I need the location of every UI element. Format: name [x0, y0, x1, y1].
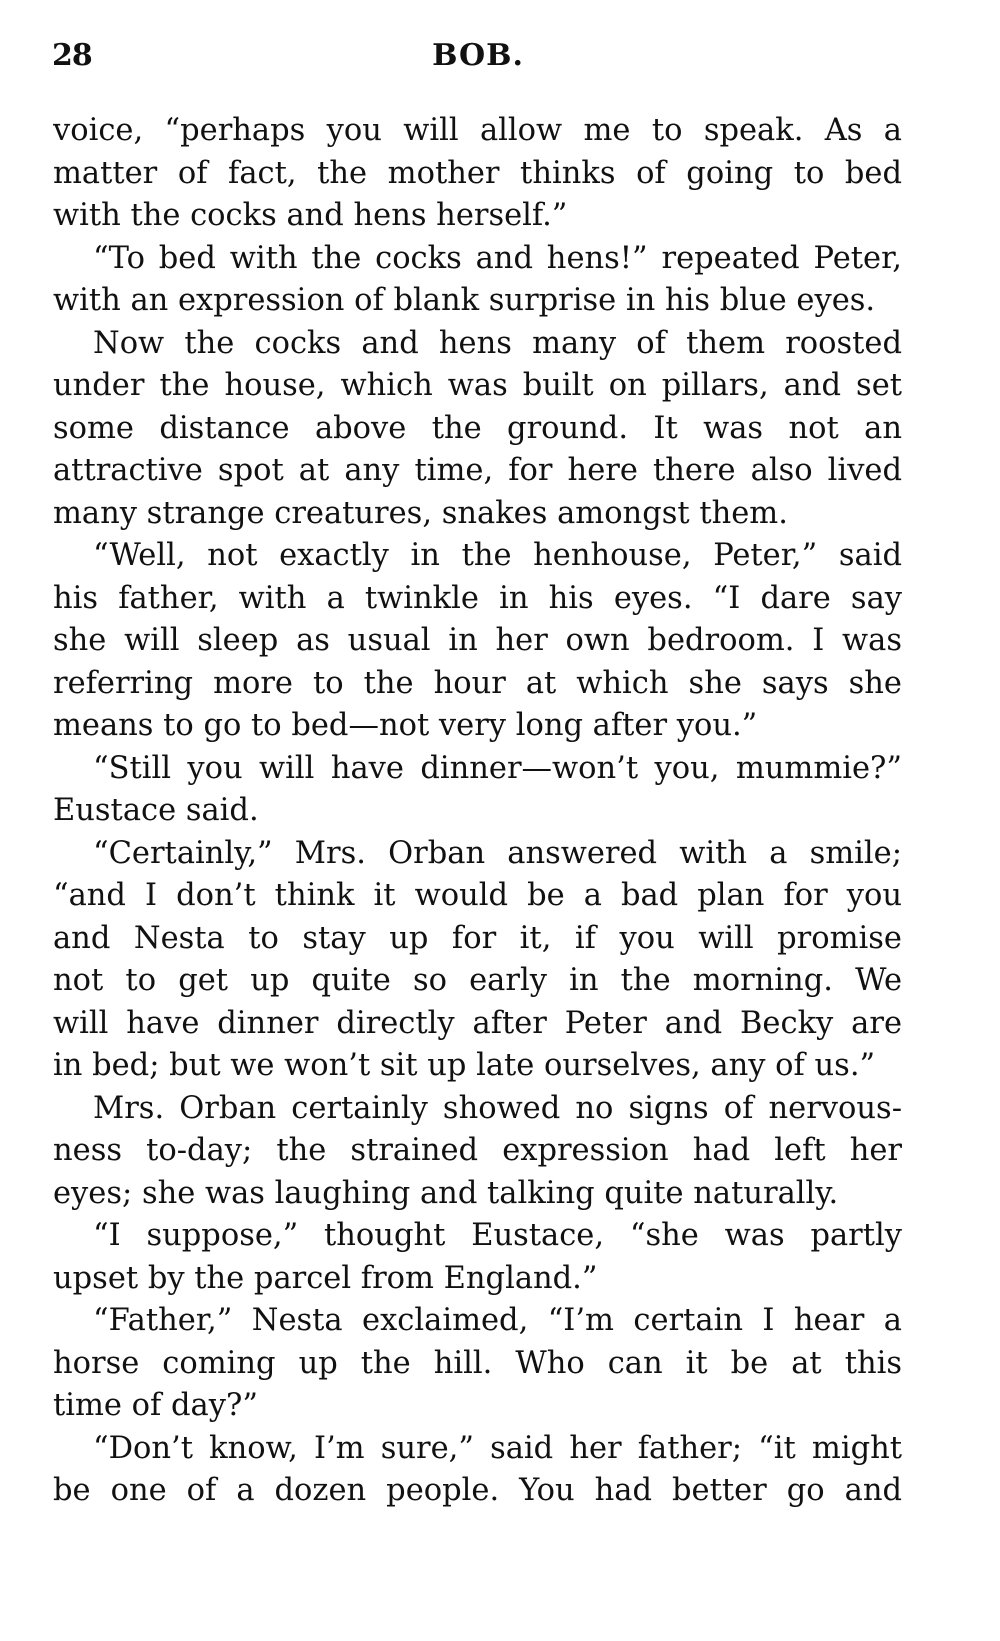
text-line: his father, with a twinkle in his eyes. “I dare say: [53, 580, 902, 616]
text-line: and Nesta to stay up for it, if you will promise: [53, 920, 902, 956]
text-line: voice, “perhaps you will allow me to speak. As a: [53, 113, 902, 148]
text-line: matter of fact, the mother thinks of going to bed: [53, 155, 902, 191]
text-line: referring more to the hour at which she says she: [53, 665, 902, 701]
text-line: “Well, not exactly in the henhouse, Peter,” said: [93, 538, 902, 573]
text-line: with an expression of blank surprise in his blue eyes.: [53, 283, 876, 318]
text-line: she will sleep as usual in her own bedroom. I was: [53, 623, 902, 658]
text-line: “I suppose,” thought Eustace, “she was partly: [93, 1218, 902, 1253]
text-line: not to get up quite so early in the morning. We: [53, 963, 902, 998]
text-line: Eustace said.: [53, 793, 259, 828]
text-line: “Still you will have dinner—won’t you, mummie?”: [93, 750, 902, 786]
text-line: eyes; she was laughing and talking quite naturally.: [53, 1175, 839, 1211]
running-title: BOB.: [432, 38, 524, 73]
text-line: “Certainly,” Mrs. Orban answered with a smile;: [93, 835, 902, 871]
text-line: Now the cocks and hens many of them roosted: [93, 325, 902, 361]
text-line: Mrs. Orban certainly showed no signs of nervous-: [93, 1090, 902, 1126]
text-line: attractive spot at any time, for here there also lived: [53, 453, 902, 488]
text-line: “Father,” Nesta exclaimed, “I’m certain I hear a: [93, 1303, 902, 1338]
running-head: [52, 38, 904, 78]
text-line: “and I don’t think it would be a bad plan for you: [53, 878, 902, 913]
text-line: time of day?”: [53, 1388, 258, 1423]
text-line: “To bed with the cocks and hens!” repeated Peter,: [93, 240, 902, 276]
text-line: be one of a dozen people. You had better go and: [53, 1473, 902, 1508]
text-line: under the house, which was built on pillars, and set: [53, 368, 902, 403]
page-number: 28: [52, 38, 92, 73]
text-line: “Don’t know, I’m sure,” said her father; “it might: [93, 1430, 902, 1466]
text-line: horse coming up the hill. Who can it be at this: [53, 1345, 902, 1381]
text-line: ness to-day; the strained expression had left her: [53, 1133, 902, 1168]
text-line: means to go to bed—not very long after you.”: [53, 708, 758, 743]
text-line: some distance above the ground. It was not an: [53, 410, 902, 446]
text-line: with the cocks and hens herself.”: [53, 198, 568, 233]
text-line: will have dinner directly after Peter and Becky are: [53, 1005, 902, 1041]
text-line: many strange creatures, snakes amongst them.: [53, 495, 788, 531]
text-line: upset by the parcel from England.”: [53, 1260, 598, 1296]
body-text: [53, 110, 902, 1513]
text-line: in bed; but we won’t sit up late ourselves, any of us.”: [53, 1048, 876, 1083]
